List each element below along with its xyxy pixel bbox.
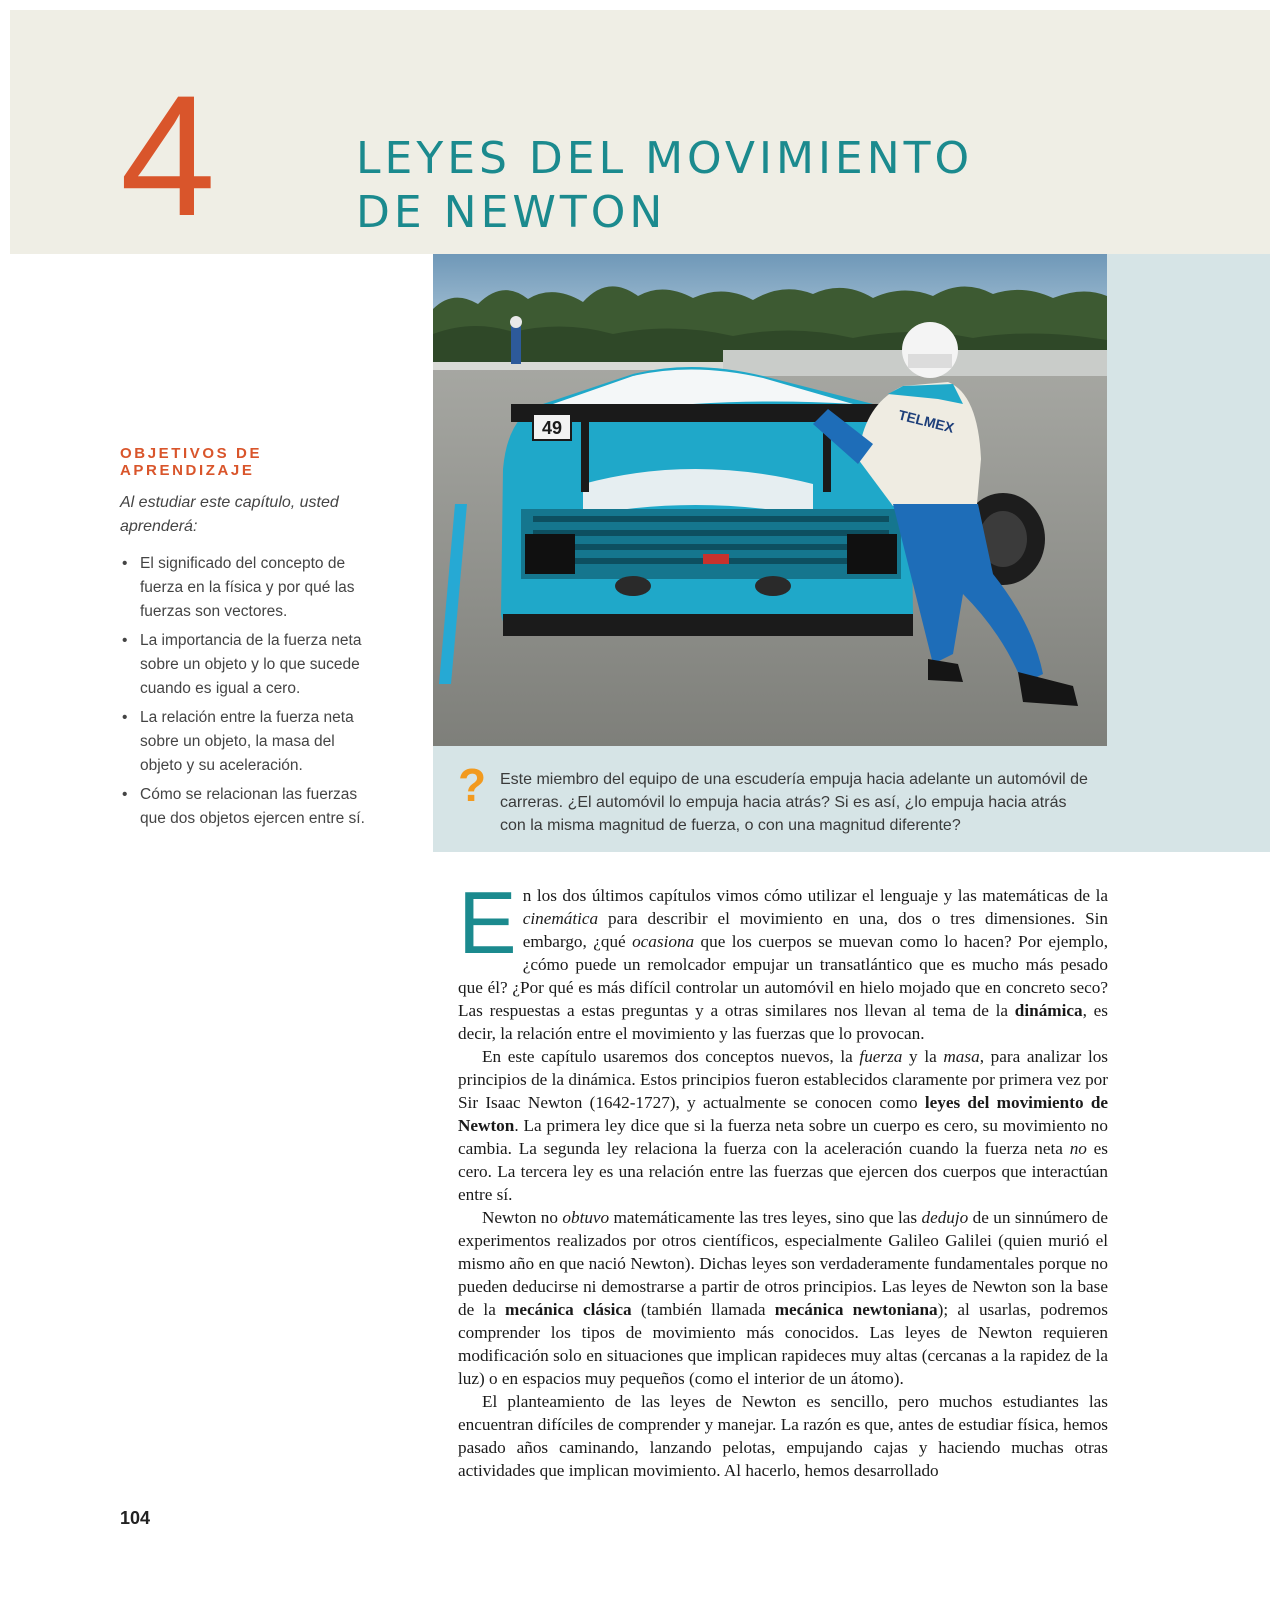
- text-run: Newton no: [482, 1208, 563, 1227]
- text-run: , es decir, la relación entre el movimiento y las fuerzas que lo provocan.: [458, 1001, 1108, 1043]
- text-run: de un sinnúmero de experimentos realizados por otros científicos, especialmente Galileo Galilei (quien murió el mismo año en que nació Newton). Dichas leyes son verdaderamente fundamentales porque no pueden deducirse ni demostrarse a partir de otros principios. Las leyes de Newton son la base de la: [458, 1208, 1108, 1319]
- objective-item: • Cómo se relacionan las fuerzas que dos objetos ejercen entre sí.: [120, 783, 380, 831]
- drop-cap: E: [458, 873, 517, 972]
- photo-caption-question: Este miembro del equipo de una escudería empuja hacia adelante un automóvil de carreras. ¿El automóvil lo empuja hacia atrás? Si es así, ¿lo empuja hacia atrás con la misma magnitud de fuerza, o con una magnitud diferente?: [500, 771, 1088, 834]
- text-run: (también llamada: [631, 1300, 775, 1319]
- text-run: . La primera ley dice que si la fuerza neta sobre un cuerpo es cero, su movimiento no cambia. La segunda ley relaciona la fuerza con la aceleración cuando la fuerza neta: [458, 1116, 1108, 1158]
- question-mark-icon: ?: [458, 759, 487, 811]
- learning-objectives: [120, 445, 380, 836]
- chapter-number: 4: [120, 60, 212, 252]
- race-car-illustration: [433, 254, 1107, 746]
- paragraph-1: [458, 873, 1109, 1045]
- italic-term: masa: [943, 1047, 980, 1066]
- sponsor-logo-text: TELMEX: [896, 406, 956, 436]
- text-run: es cero. La tercera ley es una relación entre las fuerzas que ejercen dos cuerpos que interactúan entre sí.: [458, 1139, 1108, 1204]
- italic-term: dedujo: [921, 1208, 969, 1227]
- italic-term: cinemática: [522, 909, 599, 928]
- italic-term: fuerza: [859, 1047, 903, 1066]
- chapter-body-text: [458, 873, 1109, 1482]
- chapter-title: [356, 132, 973, 240]
- text-run: matemáticamente las tres leyes, sino que las: [609, 1208, 922, 1227]
- text-run: para describir el movimiento en una, dos o tres dimensiones. Sin embargo, ¿qué: [522, 909, 1108, 951]
- italic-term: ocasiona: [632, 932, 695, 951]
- chapter-title-line-1: LEYES DEL MOVIMIENTO: [356, 133, 974, 184]
- paragraph-3: [458, 1206, 1108, 1390]
- paragraph-2: [458, 1045, 1108, 1206]
- italic-term: no: [1069, 1139, 1087, 1158]
- objectives-intro: Al estudiar este capítulo, usted aprenderá:: [120, 494, 339, 535]
- bold-term: dinámica: [1014, 1001, 1083, 1020]
- bold-term: leyes del movimiento de Newton: [458, 1093, 1109, 1135]
- chapter-title-line-2: DE NEWTON: [356, 187, 667, 238]
- text-run: En este capítulo usaremos dos conceptos nuevos, la: [482, 1047, 860, 1066]
- objectives-list: [120, 552, 380, 831]
- car-number: 49: [541, 418, 563, 438]
- text-run: que los cuerpos se muevan como lo hacen? Por ejemplo, ¿cómo puede un remolcador empujar un transatlántico que es mucho más pesado que él? ¿Por qué es más difícil controlar un automóvil en hielo mojado que en concreto seco? Las respuestas a estas preguntas y a otras similares nos llevan al tema de la: [458, 932, 1109, 1020]
- text-run: y la: [902, 1047, 944, 1066]
- text-run: n los dos últimos capítulos vimos cómo utilizar el lenguaje y las matemáticas de la: [522, 886, 1108, 905]
- objectives-heading: OBJETIVOS DE APRENDIZAJE: [120, 445, 263, 479]
- text-run: El planteamiento de las leyes de Newton es sencillo, pero muchos estudiantes las encuentran difíciles de comprender y manejar. La razón es que, antes de estudiar física, hemos pasado años caminando, lanzando pelotas, empujando cajas y haciendo muchas otras actividades que implican movimiento. Al hacerlo, hemos desarrollado: [458, 1392, 1108, 1480]
- paragraph-4: [458, 1390, 1108, 1482]
- paragraph-1-text: [458, 873, 1109, 1043]
- objective-item: • El significado del concepto de fuerza en la física y por qué las fuerzas son vectores.: [120, 552, 380, 624]
- bold-term: mecánica clásica: [505, 1300, 632, 1319]
- objective-item: • La importancia de la fuerza neta sobre un objeto y lo que sucede cuando es igual a cero.: [120, 629, 380, 701]
- bold-term: mecánica newtoniana: [774, 1300, 938, 1319]
- race-car-photo: [433, 254, 1107, 746]
- text-run: ); al usarlas, podremos comprender los tipos de movimiento más conocidos. Las leyes de Newton requieren modificación solo en situaciones que implican rapideces muy altas (cercanas a la rapidez de la luz) o en espacios muy pequeños (como el interior de un átomo).: [458, 1300, 1108, 1388]
- text-run: , para analizar los principios de la dinámica. Estos principios fueron establecidos claramente por primera vez por Sir Isaac Newton (1642-1727), y actualmente se conocen como: [458, 1047, 1108, 1112]
- page-number: 104: [120, 1508, 151, 1528]
- italic-term: obtuvo: [562, 1208, 610, 1227]
- objective-item: • La relación entre la fuerza neta sobre un objeto, la masa del objeto y su aceleración.: [120, 706, 380, 778]
